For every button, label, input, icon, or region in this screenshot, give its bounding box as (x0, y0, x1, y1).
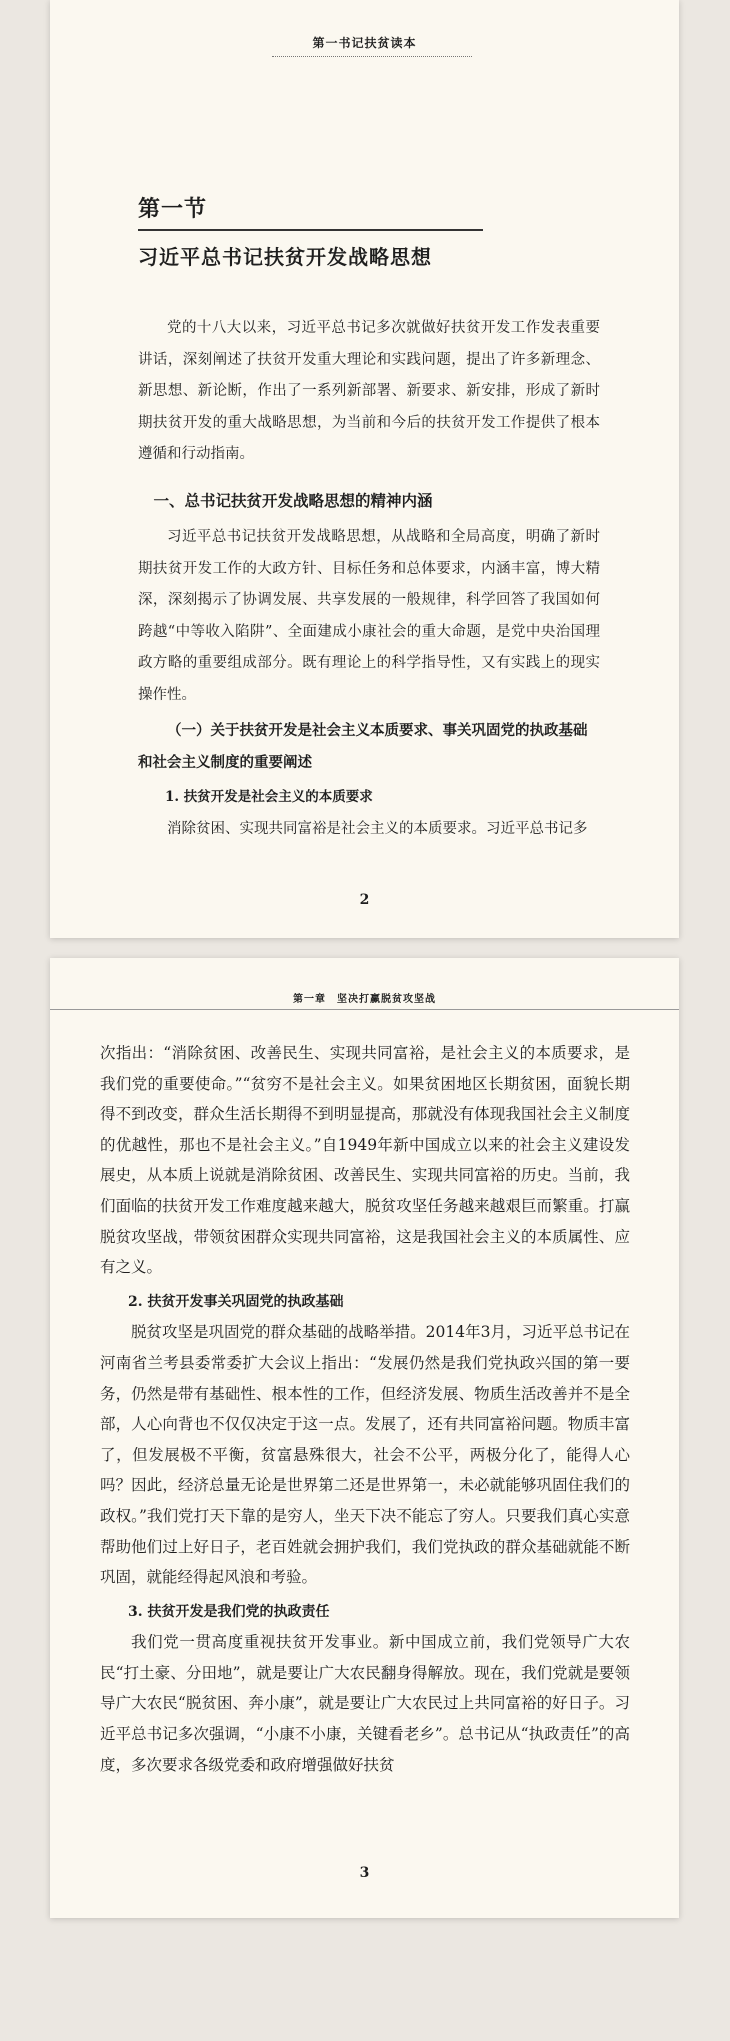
paragraph: 次指出：“消除贫困、改善民生、实现共同富裕，是社会主义的本质要求，是我们党的重要使命。”“贫穷不是社会主义。如果贫困地区长期贫困，面貌长期得不到改变，群众生活长期得不到明显提高，那就没有体现我国社会主义制度的优越性，那也不是社会主义。”自1949年新中国成立以来的社会主义建设发展史，从本质上说就是消除贫困、改善民生、实现共同富裕的历史。当前，我们面临的扶贫开发工作难度越来越大，脱贫攻坚任务越来越艰巨而繁重。打赢脱贫攻坚战，带领贫困群众实现共同富裕，这是我国社会主义的本质属性、应有之义。 (100, 1044, 630, 1277)
body-text (100, 1038, 630, 1780)
section-number: 第一节 (138, 192, 483, 231)
heading-level-3: 3. 扶贫开发是我们党的执政责任 (128, 1603, 330, 1620)
running-head: 第一书记扶贫读本 (312, 36, 417, 50)
book-page-right (50, 958, 679, 1918)
paragraph: 党的十八大以来，习近平总书记多次就做好扶贫开发工作发表重要讲话，深刻阐述了扶贫开发重大理论和实践问题，提出了许多新理念、新思想、新论断，作出了一系列新部署、新要求、新安排，形成了新时期扶贫开发的重大战略思想，为当前和今后的扶贫开发工作提供了根本遵循和行动指南。 (138, 320, 600, 462)
book-page-left (50, 0, 679, 938)
running-head-rule (272, 56, 472, 57)
paragraph: 消除贫困、实现共同富裕是社会主义的本质要求。习近平总书记多 (167, 820, 588, 837)
paragraph: 习近平总书记扶贫开发战略思想，从战略和全局高度，明确了新时期扶贫开发工作的大政方针、目标任务和总体要求，内涵丰富，博大精深，深刻揭示了协调发展、共享发展的一般规律，科学回答了我国如何跨越“中等收入陷阱”、全面建成小康社会的重大命题，是党中央治国理政方略的重要组成部分。既有理论上的科学指导性，又有实践上的现实操作性。 (138, 529, 600, 703)
body-text (138, 313, 600, 845)
paragraph: 我们党一贯高度重视扶贫开发事业。新中国成立前，我们党领导广大农民“打土豪、分田地”，就是要让广大农民翻身得解放。现在，我们党就是要领导广大农民“脱贫困、奔小康”，就是要让广大农民过上共同富裕的好日子。习近平总书记多次强调，“小康不小康，关键看老乡”。总书记从“执政责任”的高度，多次要求各级党委和政府增强做好扶贫 (100, 1633, 630, 1774)
heading-level-3: 1. 扶贫开发是社会主义的本质要求 (165, 789, 373, 805)
page-number: 3 (359, 1865, 370, 1881)
heading-level-2: （一）关于扶贫开发是社会主义本质要求、事关巩固党的执政基础和社会主义制度的重要阐述 (138, 722, 588, 771)
running-head-rule (50, 1009, 679, 1010)
section-name: 习近平总书记扶贫开发战略思想 (138, 245, 432, 269)
heading-level-3: 2. 扶贫开发事关巩固党的执政基础 (128, 1293, 344, 1310)
paragraph: 脱贫攻坚是巩固党的群众基础的战略举措。2014年3月，习近平总书记在河南省兰考县委常委扩大会议上指出：“发展仍然是我们党执政兴国的第一要务，仍然是带有基础性、根本性的工作，但经济发展、物质生活改善并不是全部，人心向背也不仅仅决定于这一点。发展了，还有共同富裕问题。物质丰富了，但发展极不平衡，贫富悬殊很大，社会不公平，两极分化了，能得人心吗？因此，经济总量无论是世界第二还是世界第一，未必就能够巩固住我们的政权。”我们党打天下靠的是穷人，坐天下决不能忘了穷人。只要我们真心实意帮助他们过上好日子，老百姓就会拥护我们，我们党执政的群众基础就能不断巩固，就能经得起风浪和考验。 (100, 1323, 630, 1587)
page-number: 2 (359, 892, 370, 908)
section-title (138, 192, 483, 270)
heading-level-1: 一、总书记扶贫开发战略思想的精神内涵 (153, 490, 433, 510)
running-head: 第一章 坚决打赢脱贫攻坚战 (293, 994, 436, 1005)
